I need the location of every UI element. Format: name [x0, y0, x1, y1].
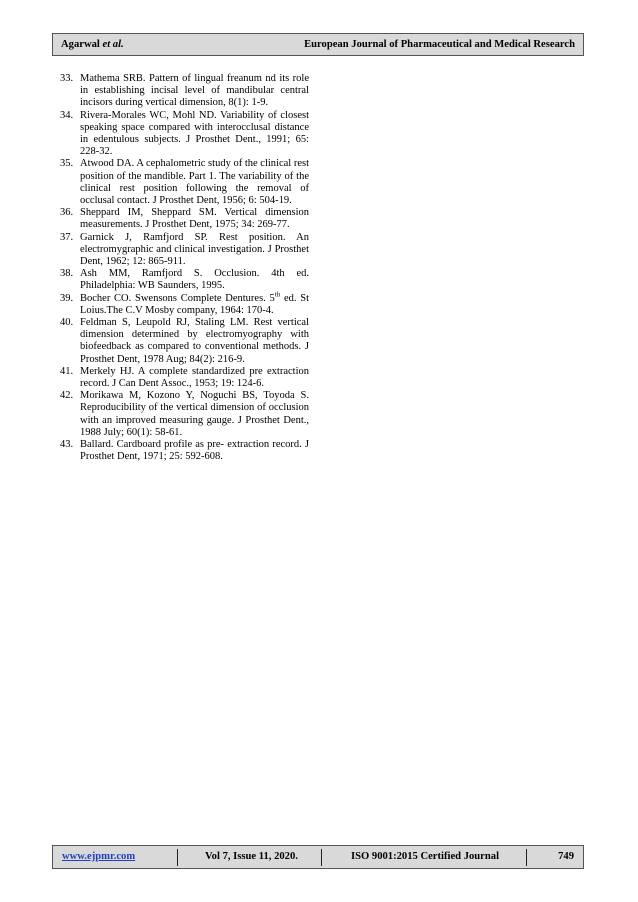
reference-text: Rivera-Morales WC, Mohl ND. Variability of closest speaking space compared with interocclusal distance in edentulous subjects. J Prosthet Dent., 1991; 65: 228-32.	[80, 109, 309, 158]
reference-number: 41.	[60, 365, 74, 377]
running-footer	[52, 845, 584, 869]
reference-item	[60, 390, 309, 439]
running-header	[52, 33, 584, 56]
reference-item	[60, 73, 309, 110]
header-authors: Agarwal et al.	[61, 39, 124, 50]
reference-number: 36.	[60, 207, 74, 219]
page-number: 749	[558, 851, 574, 862]
footer-divider	[321, 849, 322, 866]
reference-text: Morikawa M, Kozono Y, Noguchi BS, Toyoda S. Reproducibility of the vertical dimension of occlusion with an improved measuring gauge. J Prosthet Dent., 1988 July; 60(1): 58-61.	[80, 390, 309, 438]
iso-certification: ISO 9001:2015 Certified Journal	[351, 851, 500, 862]
header-journal-title: European Journal of Pharmaceutical and Medical Research	[304, 39, 575, 50]
reference-text: Garnick J, Ramfjord SP. Rest position. An electromygraphic and clinical investigation. J Prosthet Dent, 1962; 12: 865-911.	[80, 231, 309, 268]
reference-list	[60, 73, 309, 464]
reference-text: Mathema SRB. Pattern of lingual freanum nd its role in establishing incisal level of mandibular central incisors during vertical dimension, 8(1): 1-9.	[80, 73, 309, 109]
reference-item	[60, 317, 309, 366]
volume-issue: Vol 7, Issue 11, 2020.	[205, 851, 298, 862]
reference-text: Ballard. Cardboard profile as pre- extraction record. J Prosthet Dent, 1971; 25: 592-608.	[80, 439, 309, 463]
reference-number: 43.	[60, 439, 74, 451]
reference-text: Ash MM, Ramfjord S. Occlusion. 4th ed. Philadelphia: WB Saunders, 1995.	[80, 268, 309, 292]
reference-text: Atwood DA. A cephalometric study of the clinical rest position of the mandible. Part 1. The variability of the clinical rest position following the removal of occlusal contact. J Prosthet Dent, 1956; 6: 504-19.	[80, 158, 309, 207]
reference-number: 39.	[60, 292, 74, 304]
reference-text: Bocher CO. Swensons Complete Dentures. 5th ed. St Loius.The C.V Mosby company, 1964: 170-4.	[80, 290, 309, 316]
reference-text: Merkely HJ. A complete standardized pre extraction record. J Can Dent Assoc., 1953; 19: 124-6.	[80, 365, 309, 390]
reference-text: Sheppard IM, Sheppard SM. Vertical dimension measurements. J Prosthet Dent, 1975; 34: 269-77.	[80, 207, 309, 231]
reference-number: 38.	[60, 268, 74, 280]
reference-item	[60, 232, 309, 269]
reference-item	[60, 268, 309, 292]
reference-item	[60, 439, 309, 463]
superscript-ordinal: th	[274, 290, 281, 299]
reference-item	[60, 207, 309, 231]
reference-number: 35.	[60, 158, 74, 170]
reference-number: 42.	[60, 390, 74, 402]
reference-number: 40.	[60, 317, 74, 329]
reference-text: Feldman S, Leupold RJ, Staling LM. Rest vertical dimension determined by electromyography with biofeedback as compared to conventional methods. J Prosthet Dent, 1978 Aug; 84(2): 216-9.	[80, 317, 309, 365]
reference-number: 37.	[60, 231, 74, 243]
footer-divider	[177, 849, 178, 866]
footer-divider	[526, 849, 527, 866]
reference-number: 33.	[60, 73, 74, 84]
reference-item	[60, 158, 309, 207]
reference-number: 34.	[60, 109, 74, 121]
reference-item	[60, 110, 309, 159]
reference-item	[60, 366, 309, 390]
reference-item	[60, 290, 309, 317]
journal-website-link[interactable]: www.ejpmr.com	[62, 851, 136, 862]
